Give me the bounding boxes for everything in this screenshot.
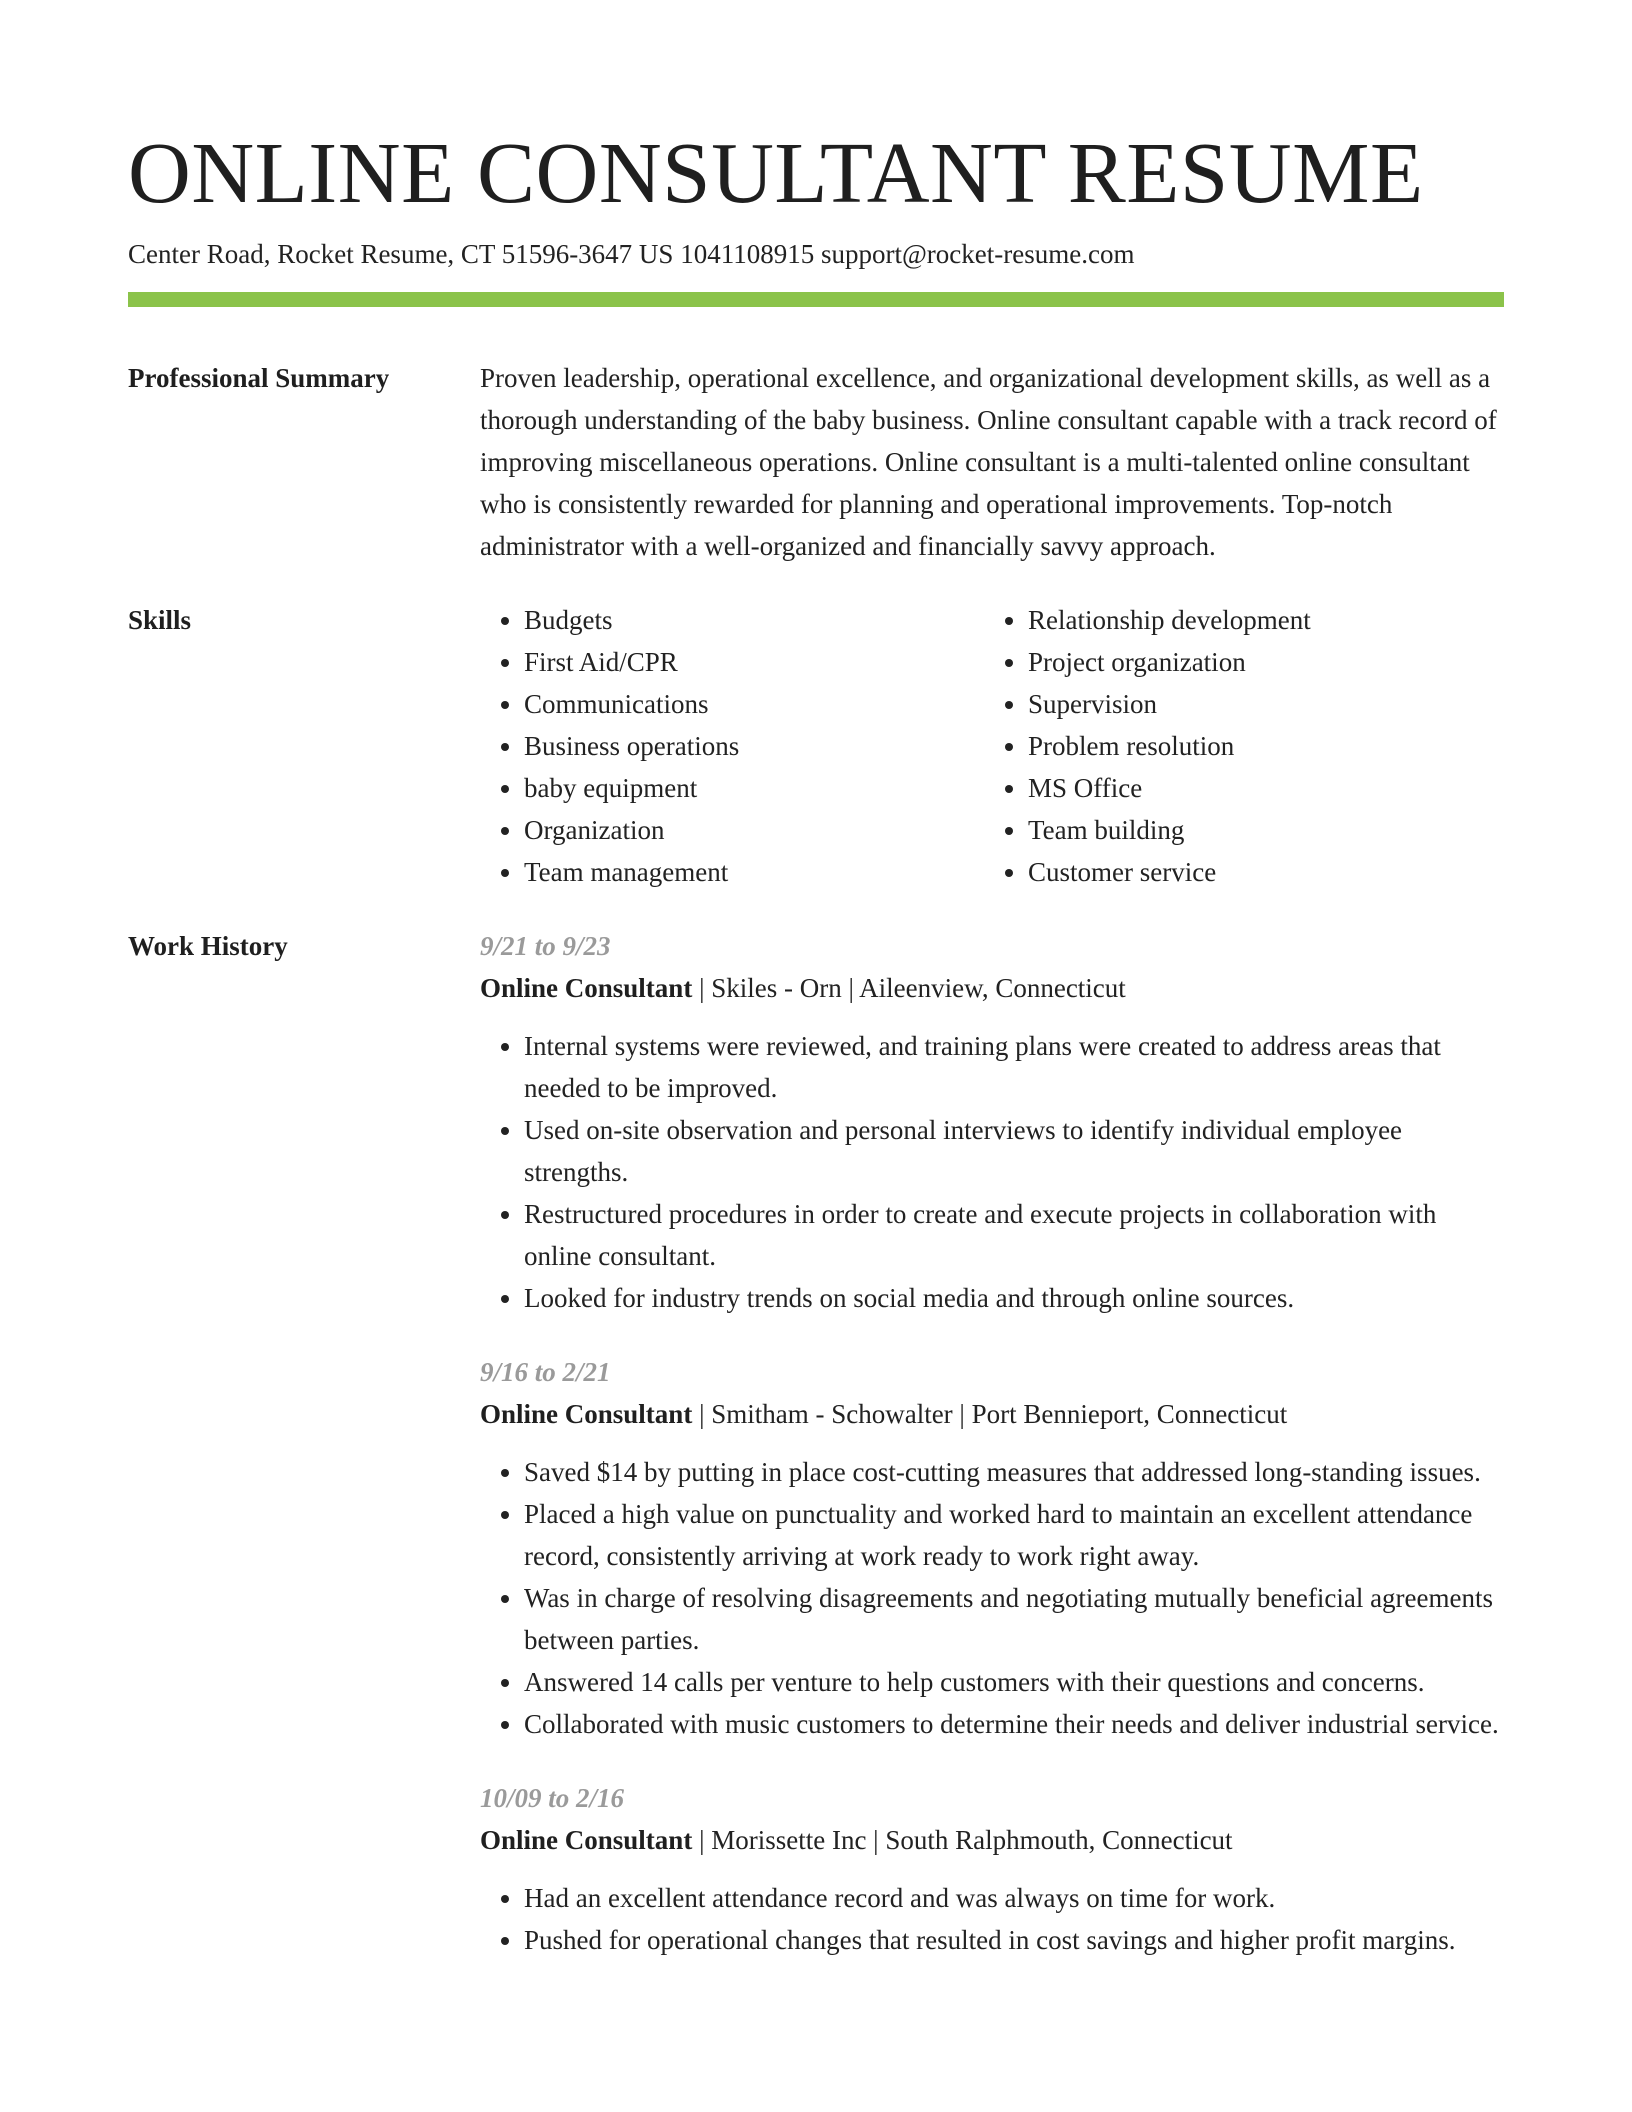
job-heading [480,967,1504,1009]
job-bullet: • Saved $14 by putting in place cost-cutting measures that addressed long-standing issues. [524,1451,1504,1493]
skill-item: • baby equipment [524,767,984,809]
job-dates: 9/21 to 9/23 [480,931,611,961]
skill-item: • Project organization [1028,641,1488,683]
skill-item: • Business operations [524,725,984,767]
job-bullets [480,1877,1504,1961]
job-bullet: • Used on-site observation and personal interviews to identify individual employee strengths. [524,1109,1504,1193]
job-bullet: • Internal systems were reviewed, and training plans were created to address areas that needed to be improved. [524,1025,1504,1109]
skill-item: • Relationship development [1028,599,1488,641]
job-bullet: • Placed a high value on punctuality and worked hard to maintain an excellent attendance record, consistently arriving at work ready to work right away. [524,1493,1504,1577]
resume-page [128,118,1504,1993]
section-label-summary: Professional Summary [128,363,390,393]
skill-item: • Team building [1028,809,1488,851]
job-title: Online Consultant [480,1825,693,1855]
job-heading [480,1819,1504,1861]
job-bullet: • Was in charge of resolving disagreements and negotiating mutually beneficial agreements between parties. [524,1577,1504,1661]
professional-summary-section [128,357,1504,567]
skill-item: • Supervision [1028,683,1488,725]
skill-item: • Communications [524,683,984,725]
job-bullet: • Had an excellent attendance record and was always on time for work. [524,1877,1504,1919]
skill-item: • Budgets [524,599,984,641]
skills-list-right [984,599,1488,893]
resume-title: ONLINE CONSULTANT RESUME [128,124,1424,221]
work-history-list [480,925,1504,1993]
job-entry [480,925,1504,1319]
skill-item: • Team management [524,851,984,893]
skill-item: • First Aid/CPR [524,641,984,683]
job-bullets [480,1451,1504,1745]
job-bullets [480,1025,1504,1319]
job-employer-location: | Smitham - Schowalter | Port Bennieport, Connecticut [692,1399,1288,1429]
work-history-section [128,925,1504,1993]
job-title: Online Consultant [480,1399,693,1429]
skill-item: • Customer service [1028,851,1488,893]
job-heading [480,1393,1504,1435]
job-employer-location: | Skiles - Orn | Aileenview, Connecticut [692,973,1126,1003]
skills-columns [480,599,1504,893]
contact-line: Center Road, Rocket Resume, CT 51596-3647 US 1041108915 support@rocket-resume.com [128,239,1135,269]
accent-divider [128,292,1504,307]
skill-item: • Organization [524,809,984,851]
job-employer-location: | Morissette Inc | South Ralphmouth, Connecticut [692,1825,1233,1855]
job-entry [480,1351,1504,1745]
job-bullet: • Looked for industry trends on social media and through online sources. [524,1277,1504,1319]
job-bullet: • Pushed for operational changes that resulted in cost savings and higher profit margins. [524,1919,1504,1961]
job-entry [480,1777,1504,1961]
skills-list-left [480,599,984,893]
skill-item: • Problem resolution [1028,725,1488,767]
job-dates: 9/16 to 2/21 [480,1357,611,1387]
job-bullet: • Restructured procedures in order to create and execute projects in collaboration with online consultant. [524,1193,1504,1277]
job-dates: 10/09 to 2/16 [480,1783,625,1813]
summary-text: Proven leadership, operational excellence, and organizational development skills, as well as a thorough understanding of the baby business. Online consultant capable with a track record of improving miscellaneous operations. Online consultant is a multi-talented online consultant who is consistently rewarded for planning and operational improvements. Top-notch administrator with a well-organized and financially savvy approach. [480,363,1497,561]
skills-section [128,599,1504,893]
job-bullet: • Answered 14 calls per venture to help customers with their questions and concerns. [524,1661,1504,1703]
job-bullet: • Collaborated with music customers to determine their needs and deliver industrial service. [524,1703,1504,1745]
skill-item: • MS Office [1028,767,1488,809]
section-label-skills: Skills [128,605,192,635]
job-title: Online Consultant [480,973,693,1003]
section-label-work: Work History [128,931,288,961]
